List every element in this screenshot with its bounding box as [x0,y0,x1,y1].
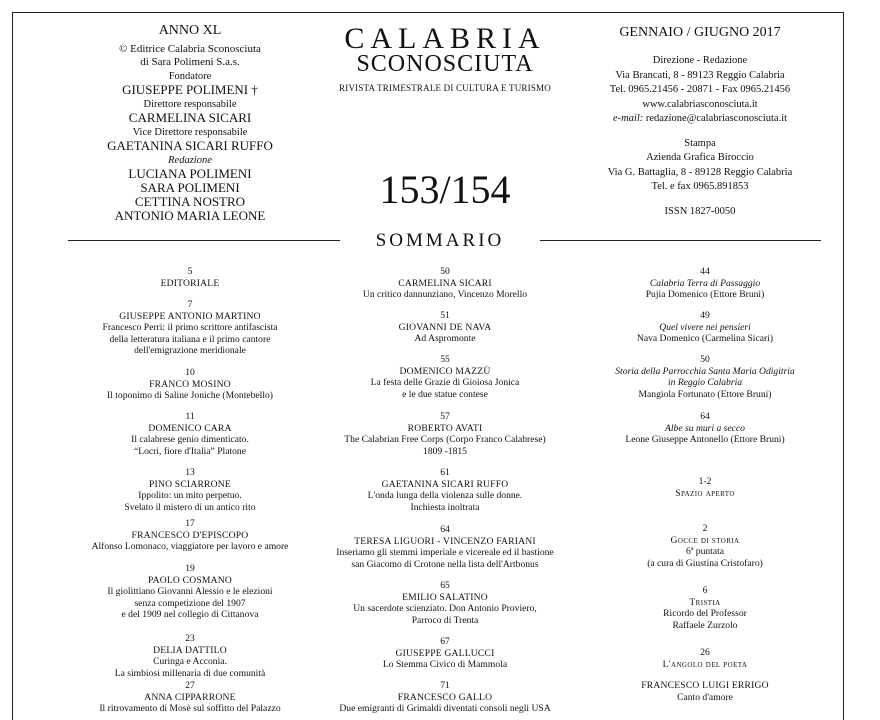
toc-author: FRANCESCO D'EPISCOPO [131,529,249,541]
toc-title: Un critico dannunziano, Vincenzo Morello [362,289,528,300]
direttore-label: Direttore responsabile [143,99,237,110]
toc-entry [580,411,830,446]
toc-entry [300,310,590,345]
sommario-title: SOMMARIO [340,229,540,253]
address: Via Brancati, 8 - 89123 Reggio Calabria [615,69,785,81]
toc-author: EMILIO SALATINO [402,591,488,603]
logo-tagline: RIVISTA TRIMESTRALE DI CULTURA E TURISMO [339,83,551,93]
direttore: CARMELINA SICARI [128,110,252,125]
toc-page-number: 13 [185,467,195,478]
toc-entry [40,411,340,457]
toc-title: The Calabrian Free Corps (Corpo Franco Calabrese) 1809 -1815 [344,434,546,457]
printer-phone: Tel. e fax 0965.891853 [651,181,749,192]
toc-page-number: 50 [700,354,710,365]
toc-page-number: 44 [700,266,710,277]
publisher: di Sara Polimeni S.a.s. [140,56,240,68]
toc-author: EDITORIALE [160,277,220,289]
toc-page-number: 2 [702,523,708,534]
masthead-left [60,22,320,223]
direzione-label: Direzione - Redazione [652,55,748,66]
toc-entry [580,476,830,499]
printer-address: Via G. Battaglia, 8 - 89128 Reggio Calabria [607,166,793,178]
toc-title: Pujia Domenico (Ettore Bruni) [645,289,765,300]
toc-title: Ippolito: un mito perpetuo. Svelato il mistero di un antico rito [124,490,256,513]
toc-title: Inseriamo gli stemmi imperiale e vicereale ed il bastione san Giacomo di Crotone nella lista dell'Artbonus [336,547,554,570]
toc-entry [40,299,340,357]
email: redazione@calabriasconosciuta.it [645,113,788,124]
toc-title: Ad Aspromonte [414,333,476,344]
redazione-label: Redazione [168,155,212,166]
toc-author: TERESA LIGUORI - VINCENZO FARIANI [354,535,536,547]
toc-entry [580,647,830,670]
vice-label: Vice Direttore responsabile [132,127,248,138]
sommario-rule-right [540,240,821,241]
toc-entry [40,266,340,289]
toc-entry [300,636,590,671]
toc-entry [40,633,340,679]
toc-page-number: 51 [440,310,450,321]
toc-title: Il calabrese genio dimenticato. “Locri, fiore d'Italia” Platone [131,434,249,457]
toc-entry [300,354,590,400]
toc-entry [40,518,340,553]
toc-page-number: 10 [185,367,195,378]
toc-page-number: 11 [185,411,195,422]
website: www.calabriasconosciuta.it [642,98,758,110]
toc-author: CARMELINA SICARI [398,277,492,289]
period: GENNAIO / GIUGNO 2017 [619,25,781,40]
toc-author: PINO SCIARRONE [149,478,231,490]
logo-line1: CALABRIA [344,22,546,55]
masthead-logo [330,24,560,94]
sommario-rule-left [68,240,340,241]
toc-title: Francesco Perri: il primo scrittore antifascista della letteratura italiana e il primo cantore dell'emigrazione meridionale [102,322,278,356]
fondatore: GIUSEPPE POLIMENI † [122,82,258,97]
toc-title: Nava Domenico (Carmelina Sicari) [636,333,774,344]
printer: Azienda Grafica Biroccio [646,152,754,163]
page-border-right [843,12,844,720]
toc-title: Il ritrovamento di Mosè sul soffitto del Palazzo [99,703,281,714]
redazione-member: LUCIANA POLIMENI [128,166,252,181]
toc-entry [580,523,830,569]
toc-author: DOMENICO MAZZÙ [399,365,491,377]
toc-title: Ricordo del Professor Raffaele Zurzolo [663,608,747,631]
toc-author: GIOVANNI DE NAVA [398,321,492,333]
toc-entry [300,580,590,626]
toc-author: FRANCESCO GALLO [397,691,493,703]
toc-entry [580,680,830,703]
toc-author: DOMENICO CARA [148,422,232,434]
toc-title: Un sacerdote scienziato. Don Antonio Proviero, Parroco di Trenta [353,603,537,626]
toc-page-number: 27 [185,680,195,691]
toc-author: FRANCESCO LUIGI ERRIGO [641,680,769,691]
toc-section: Tristia [689,596,721,608]
toc-page-number: 1-2 [698,476,712,487]
page-border-top [12,12,844,13]
issn: ISSN 1827-0050 [664,205,736,217]
toc-book-title: Albe su muri a secco [665,422,745,434]
toc-author: GAETANINA SICARI RUFFO [381,478,509,490]
toc-page-number: 67 [440,636,450,647]
vice: GAETANINA SICARI RUFFO [107,138,273,153]
toc-entry [40,367,340,402]
toc-author: FRANCO MOSINO [149,378,231,390]
toc-section: L'angolo del poeta [662,658,748,670]
toc-entry [300,266,590,301]
toc-title: Leone Giuseppe Antonello (Ettore Bruni) [625,434,785,445]
toc-page-number: 49 [700,310,710,321]
toc-page-number: 71 [440,680,450,691]
toc-page-number: 7 [187,299,193,310]
masthead-right [590,24,810,219]
toc-title: Canto d'amore [677,691,733,703]
toc-page-number: 50 [440,266,450,277]
toc-page-number: 5 [187,266,193,277]
toc-entry [300,411,590,457]
redazione-member: ANTONIO MARIA LEONE [114,208,266,223]
toc-author: DELIA DATTILO [153,644,227,656]
toc-page-number: 61 [440,467,450,478]
toc-page-number: 17 [185,518,195,529]
toc-author: ANNA CIPPARRONE [144,691,236,703]
toc-entry [580,266,830,301]
toc-page-number: 19 [185,563,195,574]
logo-line2: SCONOSCIUTA [356,51,534,77]
toc-section: Spazio aperto [675,487,735,499]
toc-book-title: Quel vivere nei pensieri [659,321,751,333]
toc-page-number: 23 [185,633,195,644]
email-line [590,112,810,127]
toc-entry [40,467,340,513]
redazione-member: SARA POLIMENI [140,180,240,195]
toc-title: Il toponimo di Saline Joniche (Montebello) [107,390,273,401]
toc-entry [580,310,830,345]
toc-title: Alfonso Lomonaco, viaggiatore per lavoro e amore [91,541,289,552]
toc-author: PAOLO COSMANO [147,574,233,586]
toc-section: Gocce di storia [670,534,740,546]
toc-title: Due emigranti di Grimaldi diventati consoli negli USA [339,703,551,714]
toc-entry [300,467,590,513]
stampa-label: Stampa [684,137,716,149]
toc-author: GIUSEPPE GALLUCCI [395,647,495,659]
toc-entry [40,563,340,621]
toc-title: Il giolittiano Giovanni Alessio e le elezioni senza competizione del 1907 e del 1909 nel collegio di Cittanova [107,586,273,620]
redazione-member: CETTINA NOSTRO [134,194,246,209]
toc-page-number: 57 [440,411,450,422]
toc-title: Curinga e Acconia. La simbiosi millenaria di due comunità [114,656,266,679]
issue-number: 153/154 [379,167,511,212]
toc-page-number: 6 [702,585,708,596]
toc-entry [580,585,830,631]
toc-title: Lo Stemma Civico di Mammola [382,659,508,670]
toc-title: La festa delle Grazie di Gioiosa Jonica e le due statue contese [370,377,520,400]
toc-entry [40,680,340,715]
copyright: © Editrice Calabria Sconosciuta [119,43,261,55]
toc-page-number: 65 [440,580,450,591]
anno: ANNO XL [158,23,222,38]
toc-entry [580,354,830,400]
toc-title: L'onda lunga della violenza sulle donne. Inchiesta inoltrata [367,490,523,513]
toc-page-number: 64 [440,524,450,535]
toc-title: Mangiola Fortunato (Ettore Bruni) [638,388,772,400]
toc-book-title: Storia della Parrocchia Santa Maria Odigitria in Reggio Calabria [615,365,795,388]
toc-author: GIUSEPPE ANTONIO MARTINO [119,310,261,322]
phone: Tel. 0965.21456 - 20871 - Fax 0965.21456 [609,84,791,95]
toc-book-title: Calabria Terra di Passaggio [649,277,761,289]
toc-title: 6ª puntata (a cura di Giustina Cristofaro) [647,546,763,569]
toc-author: ROBERTO AVATI [407,422,483,434]
toc-entry [300,680,590,715]
fondatore-label: Fondatore [168,71,212,82]
email-label: e-mail: [612,113,644,124]
toc-entry [300,524,590,570]
toc-page-number: 26 [700,647,710,658]
toc-page-number: 55 [440,354,450,365]
page-border-left [12,12,13,720]
toc-page-number: 64 [700,411,710,422]
